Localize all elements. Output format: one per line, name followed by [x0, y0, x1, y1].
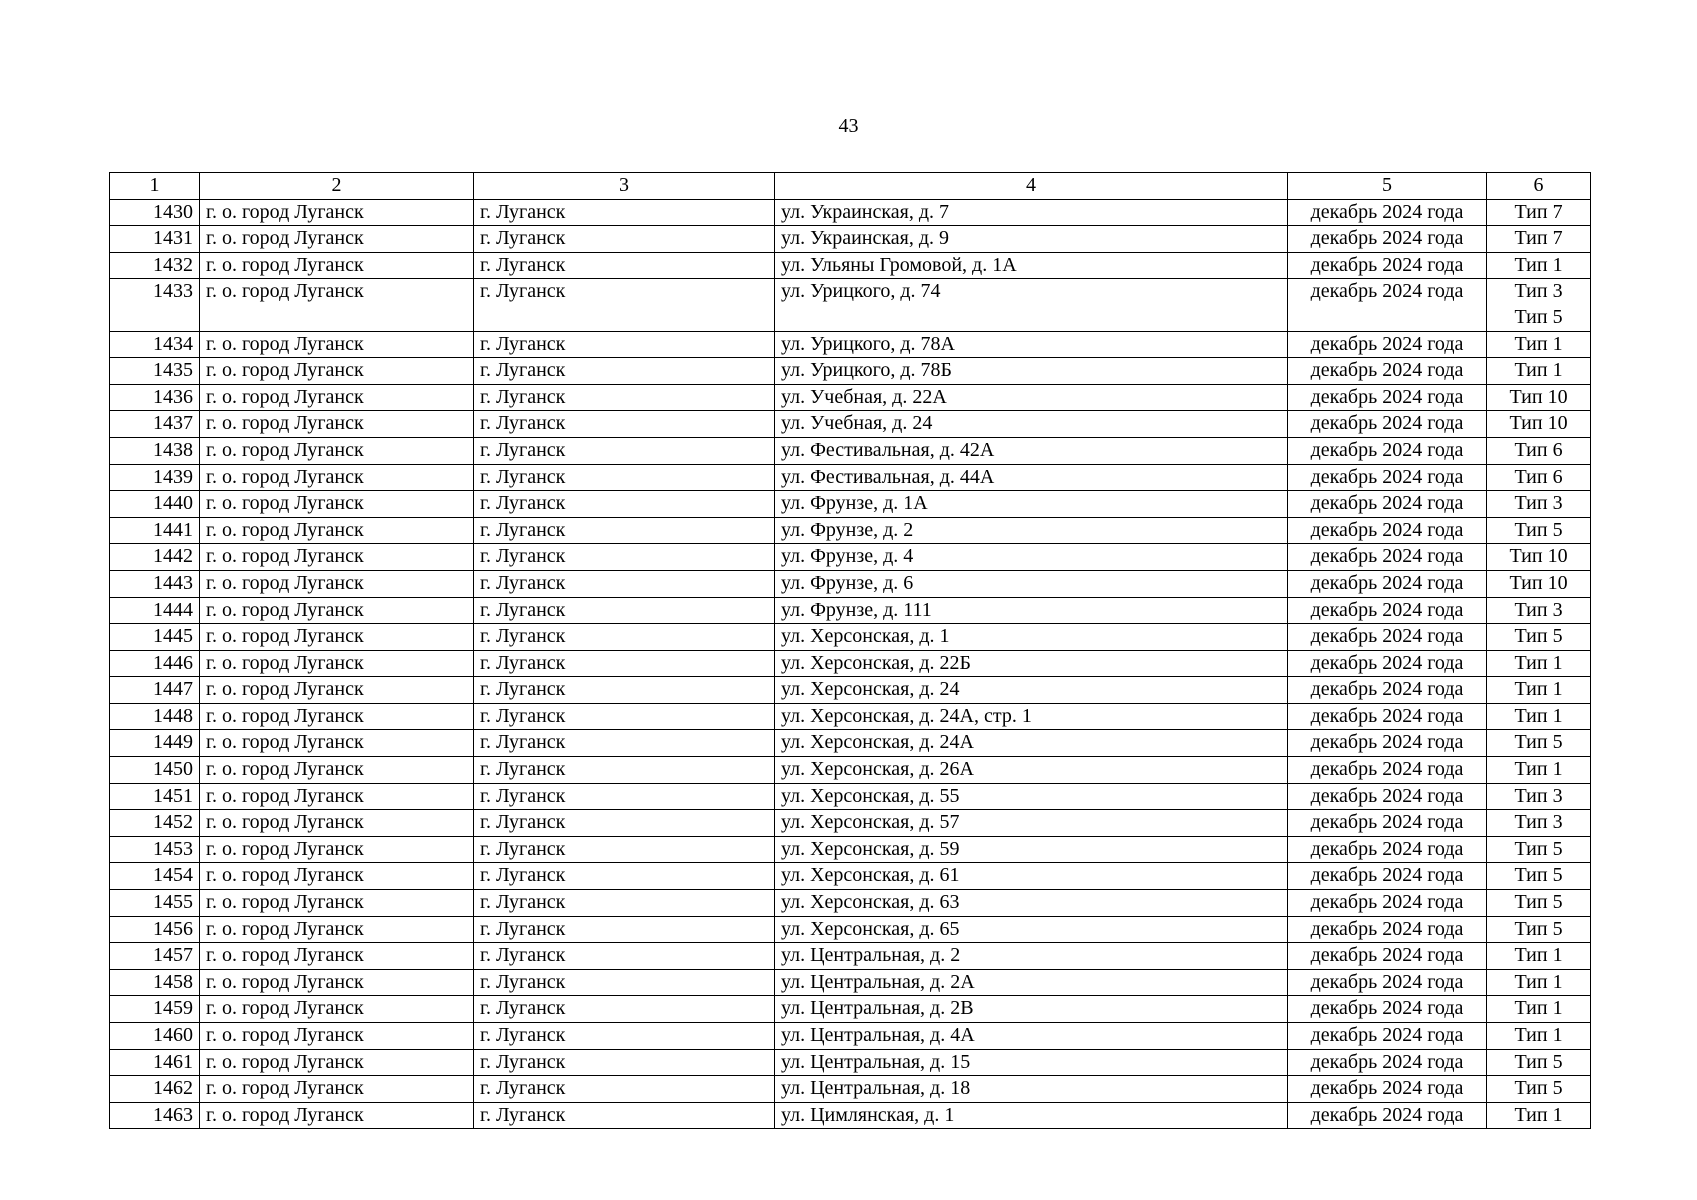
type-cell	[1487, 358, 1591, 385]
type-cell	[1487, 597, 1591, 624]
district-cell: г. о. город Луганск	[200, 1023, 474, 1050]
table-row	[110, 384, 1591, 411]
date-cell: декабрь 2024 года	[1288, 384, 1487, 411]
column-header-1: 1	[110, 173, 200, 200]
type-value: Тип 3	[1514, 784, 1563, 807]
address-cell: ул. Центральная, д. 15	[775, 1049, 1288, 1076]
page-number: 43	[838, 115, 859, 137]
date-cell: декабрь 2024 года	[1288, 943, 1487, 970]
district-cell: г. о. город Луганск	[200, 624, 474, 651]
type-value: Тип 10	[1509, 545, 1568, 568]
city-cell: г. Луганск	[474, 703, 775, 730]
city-cell: г. Луганск	[474, 226, 775, 253]
date-cell: декабрь 2024 года	[1288, 996, 1487, 1023]
city-cell: г. Луганск	[474, 810, 775, 837]
type-value: Тип 1	[1514, 997, 1563, 1020]
table-row	[110, 252, 1591, 279]
district-cell: г. о. город Луганск	[200, 252, 474, 279]
city-cell: г. Луганск	[474, 358, 775, 385]
type-value: Тип 1	[1514, 704, 1563, 727]
type-cell	[1487, 677, 1591, 704]
row-number-cell: 1447	[110, 677, 200, 704]
type-cell	[1487, 943, 1591, 970]
address-cell: ул. Фестивальная, д. 44А	[775, 464, 1288, 491]
date-cell: декабрь 2024 года	[1288, 1102, 1487, 1129]
date-cell: декабрь 2024 года	[1288, 199, 1487, 226]
row-number-cell: 1446	[110, 650, 200, 677]
type-cell	[1487, 969, 1591, 996]
type-value: Тип 1	[1514, 332, 1563, 355]
type-value: Тип 5	[1514, 305, 1563, 328]
date-cell: декабрь 2024 года	[1288, 1049, 1487, 1076]
address-cell: ул. Украинская, д. 7	[775, 199, 1288, 226]
type-value: Тип 1	[1514, 1103, 1563, 1126]
type-cell	[1487, 331, 1591, 358]
type-cell	[1487, 1102, 1591, 1129]
city-cell: г. Луганск	[474, 437, 775, 464]
type-cell	[1487, 863, 1591, 890]
date-cell: декабрь 2024 года	[1288, 836, 1487, 863]
city-cell: г. Луганск	[474, 677, 775, 704]
row-number-cell: 1449	[110, 730, 200, 757]
column-header-5: 5	[1288, 173, 1487, 200]
district-cell: г. о. город Луганск	[200, 226, 474, 253]
type-cell	[1487, 703, 1591, 730]
type-cell	[1487, 464, 1591, 491]
type-value: Тип 10	[1509, 571, 1568, 594]
district-cell: г. о. город Луганск	[200, 996, 474, 1023]
table-body	[110, 199, 1591, 1129]
table-row	[110, 1049, 1591, 1076]
type-value: Тип 7	[1514, 200, 1563, 223]
type-value: Тип 1	[1514, 678, 1563, 701]
address-cell: ул. Фрунзе, д. 4	[775, 544, 1288, 571]
city-cell: г. Луганск	[474, 836, 775, 863]
type-cell	[1487, 384, 1591, 411]
type-value: Тип 5	[1514, 625, 1563, 648]
row-number-cell: 1445	[110, 624, 200, 651]
row-number-cell: 1435	[110, 358, 200, 385]
city-cell: г. Луганск	[474, 996, 775, 1023]
table-row	[110, 783, 1591, 810]
table-row	[110, 836, 1591, 863]
city-cell: г. Луганск	[474, 570, 775, 597]
address-cell: ул. Украинская, д. 9	[775, 226, 1288, 253]
type-value: Тип 6	[1514, 465, 1563, 488]
table-row	[110, 199, 1591, 226]
type-cell	[1487, 411, 1591, 438]
type-cell	[1487, 810, 1591, 837]
row-number-cell: 1439	[110, 464, 200, 491]
address-cell: ул. Фрунзе, д. 111	[775, 597, 1288, 624]
district-cell: г. о. город Луганск	[200, 890, 474, 917]
type-value: Тип 1	[1514, 970, 1563, 993]
table-row	[110, 996, 1591, 1023]
row-number-cell: 1431	[110, 226, 200, 253]
table-row	[110, 1023, 1591, 1050]
type-cell	[1487, 730, 1591, 757]
row-number-cell: 1434	[110, 331, 200, 358]
type-value: Тип 5	[1514, 864, 1563, 887]
district-cell: г. о. город Луганск	[200, 279, 474, 331]
row-number-cell: 1452	[110, 810, 200, 837]
district-cell: г. о. город Луганск	[200, 703, 474, 730]
date-cell: декабрь 2024 года	[1288, 517, 1487, 544]
type-cell	[1487, 916, 1591, 943]
city-cell: г. Луганск	[474, 517, 775, 544]
type-value: Тип 10	[1509, 412, 1568, 435]
address-cell: ул. Ульяны Громовой, д. 1А	[775, 252, 1288, 279]
column-header-3: 3	[474, 173, 775, 200]
table-row	[110, 464, 1591, 491]
address-cell: ул. Херсонская, д. 26А	[775, 757, 1288, 784]
date-cell: декабрь 2024 года	[1288, 544, 1487, 571]
table-row	[110, 810, 1591, 837]
registry-table	[109, 172, 1591, 1129]
row-number-cell: 1456	[110, 916, 200, 943]
type-cell	[1487, 1076, 1591, 1103]
date-cell: декабрь 2024 года	[1288, 1076, 1487, 1103]
type-cell	[1487, 437, 1591, 464]
city-cell: г. Луганск	[474, 757, 775, 784]
date-cell: декабрь 2024 года	[1288, 730, 1487, 757]
address-cell: ул. Херсонская, д. 65	[775, 916, 1288, 943]
type-value: Тип 1	[1514, 359, 1563, 382]
type-cell	[1487, 890, 1591, 917]
address-cell: ул. Центральная, д. 18	[775, 1076, 1288, 1103]
type-value: Тип 10	[1509, 385, 1568, 408]
district-cell: г. о. город Луганск	[200, 1102, 474, 1129]
type-cell	[1487, 624, 1591, 651]
date-cell: декабрь 2024 года	[1288, 650, 1487, 677]
city-cell: г. Луганск	[474, 969, 775, 996]
table-row	[110, 703, 1591, 730]
row-number-cell: 1443	[110, 570, 200, 597]
type-cell	[1487, 836, 1591, 863]
row-number-cell: 1436	[110, 384, 200, 411]
city-cell: г. Луганск	[474, 279, 775, 331]
city-cell: г. Луганск	[474, 943, 775, 970]
type-value: Тип 3	[1514, 280, 1563, 303]
row-number-cell: 1440	[110, 491, 200, 518]
district-cell: г. о. город Луганск	[200, 199, 474, 226]
address-cell: ул. Херсонская, д. 55	[775, 783, 1288, 810]
address-cell: ул. Урицкого, д. 78А	[775, 331, 1288, 358]
type-value: Тип 1	[1514, 944, 1563, 967]
district-cell: г. о. город Луганск	[200, 969, 474, 996]
type-cell	[1487, 783, 1591, 810]
date-cell: декабрь 2024 года	[1288, 810, 1487, 837]
city-cell: г. Луганск	[474, 1023, 775, 1050]
type-value: Тип 3	[1514, 492, 1563, 515]
column-header-2: 2	[200, 173, 474, 200]
city-cell: г. Луганск	[474, 331, 775, 358]
table-row	[110, 437, 1591, 464]
type-cell	[1487, 199, 1591, 226]
table-row	[110, 331, 1591, 358]
city-cell: г. Луганск	[474, 1076, 775, 1103]
row-number-cell: 1454	[110, 863, 200, 890]
address-cell: ул. Херсонская, д. 59	[775, 836, 1288, 863]
date-cell: декабрь 2024 года	[1288, 624, 1487, 651]
date-cell: декабрь 2024 года	[1288, 570, 1487, 597]
type-value: Тип 5	[1514, 837, 1563, 860]
column-header-6: 6	[1487, 173, 1591, 200]
table-row	[110, 544, 1591, 571]
row-number-cell: 1437	[110, 411, 200, 438]
type-value: Тип 5	[1514, 731, 1563, 754]
district-cell: г. о. город Луганск	[200, 1076, 474, 1103]
type-cell	[1487, 757, 1591, 784]
address-cell: ул. Фестивальная, д. 42А	[775, 437, 1288, 464]
type-cell	[1487, 544, 1591, 571]
row-number-cell: 1458	[110, 969, 200, 996]
city-cell: г. Луганск	[474, 411, 775, 438]
type-value: Тип 1	[1514, 1024, 1563, 1046]
district-cell: г. о. город Луганск	[200, 730, 474, 757]
row-number-cell: 1430	[110, 199, 200, 226]
type-value: Тип 5	[1514, 518, 1563, 541]
table-row	[110, 1076, 1591, 1103]
table-row	[110, 863, 1591, 890]
table-row	[110, 916, 1591, 943]
row-number-cell: 1455	[110, 890, 200, 917]
address-cell: ул. Урицкого, д. 78Б	[775, 358, 1288, 385]
district-cell: г. о. город Луганск	[200, 943, 474, 970]
type-cell	[1487, 226, 1591, 253]
table-row	[110, 624, 1591, 651]
district-cell: г. о. город Луганск	[200, 863, 474, 890]
type-value: Тип 5	[1514, 891, 1563, 914]
date-cell: декабрь 2024 года	[1288, 597, 1487, 624]
row-number-cell: 1461	[110, 1049, 200, 1076]
date-cell: декабрь 2024 года	[1288, 464, 1487, 491]
city-cell: г. Луганск	[474, 783, 775, 810]
address-cell: ул. Цимлянская, д. 1	[775, 1102, 1288, 1129]
row-number-cell: 1459	[110, 996, 200, 1023]
date-cell: декабрь 2024 года	[1288, 916, 1487, 943]
date-cell: декабрь 2024 года	[1288, 437, 1487, 464]
district-cell: г. о. город Луганск	[200, 384, 474, 411]
table-row	[110, 890, 1591, 917]
date-cell: декабрь 2024 года	[1288, 703, 1487, 730]
district-cell: г. о. город Луганск	[200, 544, 474, 571]
address-cell: ул. Херсонская, д. 1	[775, 624, 1288, 651]
address-cell: ул. Херсонская, д. 24А	[775, 730, 1288, 757]
type-cell	[1487, 570, 1591, 597]
date-cell: декабрь 2024 года	[1288, 757, 1487, 784]
date-cell: декабрь 2024 года	[1288, 969, 1487, 996]
row-number-cell: 1462	[110, 1076, 200, 1103]
city-cell: г. Луганск	[474, 464, 775, 491]
type-cell	[1487, 517, 1591, 544]
row-number-cell: 1442	[110, 544, 200, 571]
row-number-cell: 1438	[110, 437, 200, 464]
district-cell: г. о. город Луганск	[200, 464, 474, 491]
district-cell: г. о. город Луганск	[200, 491, 474, 518]
district-cell: г. о. город Луганск	[200, 677, 474, 704]
date-cell: декабрь 2024 года	[1288, 358, 1487, 385]
district-cell: г. о. город Луганск	[200, 331, 474, 358]
city-cell: г. Луганск	[474, 597, 775, 624]
district-cell: г. о. город Луганск	[200, 650, 474, 677]
row-number-cell: 1463	[110, 1102, 200, 1129]
header-row	[110, 173, 1591, 200]
district-cell: г. о. город Луганск	[200, 783, 474, 810]
table-row	[110, 279, 1591, 331]
date-cell: декабрь 2024 года	[1288, 491, 1487, 518]
city-cell: г. Луганск	[474, 491, 775, 518]
date-cell: декабрь 2024 года	[1288, 331, 1487, 358]
address-cell: ул. Херсонская, д. 57	[775, 810, 1288, 837]
type-value: Тип 7	[1514, 227, 1563, 250]
city-cell: г. Луганск	[474, 1049, 775, 1076]
row-number-cell: 1433	[110, 279, 200, 331]
city-cell: г. Луганск	[474, 863, 775, 890]
address-cell: ул. Херсонская, д. 63	[775, 890, 1288, 917]
type-value: Тип 1	[1514, 758, 1563, 781]
district-cell: г. о. город Луганск	[200, 411, 474, 438]
address-cell: ул. Центральная, д. 2А	[775, 969, 1288, 996]
row-number-cell: 1448	[110, 703, 200, 730]
city-cell: г. Луганск	[474, 384, 775, 411]
type-cell	[1487, 1023, 1591, 1050]
district-cell: г. о. город Луганск	[200, 517, 474, 544]
date-cell: декабрь 2024 года	[1288, 863, 1487, 890]
table-row	[110, 570, 1591, 597]
district-cell: г. о. город Луганск	[200, 757, 474, 784]
table-row	[110, 943, 1591, 970]
table-header	[110, 173, 1591, 200]
table-row	[110, 491, 1591, 518]
address-cell: ул. Фрунзе, д. 1А	[775, 491, 1288, 518]
row-number-cell: 1457	[110, 943, 200, 970]
district-cell: г. о. город Луганск	[200, 810, 474, 837]
address-cell: ул. Центральная, д. 2	[775, 943, 1288, 970]
date-cell: декабрь 2024 года	[1288, 783, 1487, 810]
district-cell: г. о. город Луганск	[200, 836, 474, 863]
row-number-cell: 1453	[110, 836, 200, 863]
date-cell: декабрь 2024 года	[1288, 890, 1487, 917]
type-value: Тип 3	[1514, 598, 1563, 621]
address-cell: ул. Херсонская, д. 24А, стр. 1	[775, 703, 1288, 730]
date-cell: декабрь 2024 года	[1288, 252, 1487, 279]
type-value: Тип 5	[1514, 1050, 1563, 1073]
district-cell: г. о. город Луганск	[200, 916, 474, 943]
district-cell: г. о. город Луганск	[200, 597, 474, 624]
table-row	[110, 597, 1591, 624]
address-cell: ул. Центральная, д. 2В	[775, 996, 1288, 1023]
type-cell	[1487, 1049, 1591, 1076]
row-number-cell: 1444	[110, 597, 200, 624]
date-cell: декабрь 2024 года	[1288, 677, 1487, 704]
row-number-cell: 1450	[110, 757, 200, 784]
date-cell: декабрь 2024 года	[1288, 279, 1487, 331]
city-cell: г. Луганск	[474, 1102, 775, 1129]
address-cell: ул. Учебная, д. 22А	[775, 384, 1288, 411]
type-cell	[1487, 279, 1591, 331]
type-value: Тип 5	[1514, 917, 1563, 940]
type-cell	[1487, 996, 1591, 1023]
address-cell: ул. Учебная, д. 24	[775, 411, 1288, 438]
table-row	[110, 358, 1591, 385]
table-row	[110, 517, 1591, 544]
date-cell: декабрь 2024 года	[1288, 1023, 1487, 1050]
type-cell	[1487, 491, 1591, 518]
table-row	[110, 1102, 1591, 1129]
row-number-cell: 1451	[110, 783, 200, 810]
address-cell: ул. Херсонская, д. 24	[775, 677, 1288, 704]
city-cell: г. Луганск	[474, 890, 775, 917]
city-cell: г. Луганск	[474, 252, 775, 279]
type-value: Тип 1	[1514, 253, 1563, 276]
date-cell: декабрь 2024 года	[1288, 411, 1487, 438]
row-number-cell: 1441	[110, 517, 200, 544]
type-value: Тип 1	[1514, 651, 1563, 674]
district-cell: г. о. город Луганск	[200, 358, 474, 385]
city-cell: г. Луганск	[474, 730, 775, 757]
table-row	[110, 411, 1591, 438]
date-cell: декабрь 2024 года	[1288, 226, 1487, 253]
type-value: Тип 5	[1514, 1077, 1563, 1100]
address-cell: ул. Херсонская, д. 61	[775, 863, 1288, 890]
district-cell: г. о. город Луганск	[200, 570, 474, 597]
type-value: Тип 3	[1514, 811, 1563, 834]
city-cell: г. Луганск	[474, 916, 775, 943]
row-number-cell: 1460	[110, 1023, 200, 1050]
type-cell	[1487, 650, 1591, 677]
district-cell: г. о. город Луганск	[200, 1049, 474, 1076]
table-row	[110, 226, 1591, 253]
table-row	[110, 650, 1591, 677]
table-row	[110, 969, 1591, 996]
table-row	[110, 730, 1591, 757]
table-row	[110, 677, 1591, 704]
type-value: Тип 6	[1514, 438, 1563, 461]
address-cell: ул. Фрунзе, д. 2	[775, 517, 1288, 544]
city-cell: г. Луганск	[474, 650, 775, 677]
table-row	[110, 757, 1591, 784]
address-cell: ул. Херсонская, д. 22Б	[775, 650, 1288, 677]
district-cell: г. о. город Луганск	[200, 437, 474, 464]
address-cell: ул. Центральная, д. 4А	[775, 1023, 1288, 1050]
row-number-cell: 1432	[110, 252, 200, 279]
type-cell	[1487, 252, 1591, 279]
address-cell: ул. Урицкого, д. 74	[775, 279, 1288, 331]
address-cell: ул. Фрунзе, д. 6	[775, 570, 1288, 597]
city-cell: г. Луганск	[474, 624, 775, 651]
city-cell: г. Луганск	[474, 199, 775, 226]
city-cell: г. Луганск	[474, 544, 775, 571]
column-header-4: 4	[775, 173, 1288, 200]
